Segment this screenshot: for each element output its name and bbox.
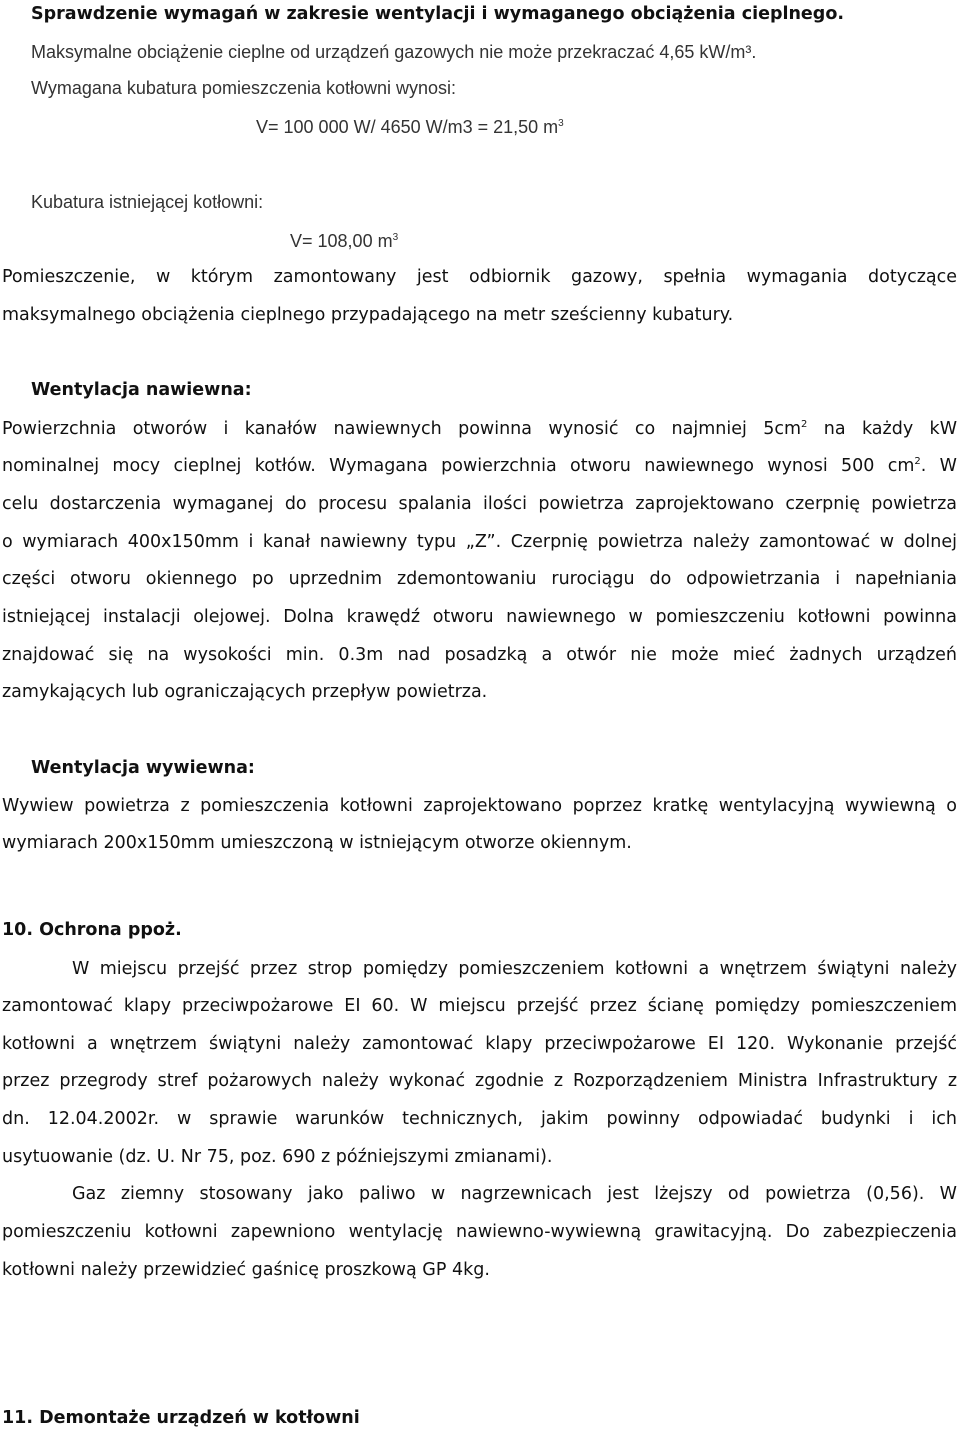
fire-line: usytuowanie (dz. U. Nr 75, poz. 690 z późniejszymi zmianami). (2, 1147, 553, 1167)
existing-volume-label: Kubatura istniejącej kotłowni: (31, 192, 264, 212)
required-volume-label: Wymagana kubatura pomieszczenia kotłowni wynosi: (31, 78, 457, 98)
existing-value-text: V= 108,00 m (290, 231, 393, 251)
exhaust-line: Wywiew powietrza z pomieszczenia kotłowni zaprojektowano poprzez kratkę wentylacyjną wywiewną o (2, 796, 957, 816)
supply-line: o wymiarach 400x150mm i kanał nawiewny typu „Z”. Czerpnię powietrza należy zamontować w dolnej (2, 532, 957, 552)
dismantling-heading: 11. Demontaże urządzeń w kotłowni (2, 1408, 360, 1428)
fire-line: zamontować klapy przeciwpożarowe EI 60. W miejscu przejść przez ścianę pomiędzy pomieszczeniem (2, 996, 957, 1016)
formula-text: V= 100 000 W/ 4650 W/m3 = 21,50 m (256, 117, 559, 137)
existing-volume-value (290, 229, 398, 253)
conclusion-line: Pomieszczenie, w którym zamontowany jest odbiornik gazowy, spełnia wymagania dotyczące (2, 267, 957, 287)
supply-line: istniejącej instalacji olejowej. Dolna krawędź otworu nawiewnego w pomieszczeniu kotłowni powinna (2, 607, 957, 627)
fire-line: dn. 12.04.2002r. w sprawie warunków technicznych, jakim powinny odpowiadać budynki i ich (2, 1109, 957, 1129)
supply-text: na każdy kW (807, 419, 957, 439)
exhaust-line: wymiarach 200x150mm umieszczoną w istniejącym otworze okiennym. (2, 833, 632, 853)
fire-line: kotłowni należy przewidzieć gaśnicę proszkową GP 4kg. (2, 1260, 490, 1280)
fire-heading: 10. Ochrona ppoż. (2, 920, 182, 940)
existing-exponent: 3 (392, 232, 399, 243)
fire-line: Gaz ziemny stosowany jako paliwo w nagrzewnicach jest lżejszy od powietrza (0,56). W (72, 1184, 957, 1204)
volume-formula (256, 115, 564, 139)
supply-text: . W (920, 456, 957, 476)
fire-line: W miejscu przejść przez strop pomiędzy pomieszczeniem kotłowni a wnętrzem świątyni należy (72, 959, 957, 979)
supply-exponent: 2 (801, 419, 808, 431)
supply-text: Powierzchnia otworów i kanałów nawiewnych powinna wynosić co najmniej 5cm (2, 419, 802, 439)
supply-line: części otworu okiennego po uprzednim zdemontowaniu rurociągu do odpowietrzania i napełniania (2, 569, 957, 589)
fire-line: przez przegrody stref pożarowych należy wykonać zgodnie z Rozporządzeniem Ministra Infrastruktury z (2, 1071, 957, 1091)
supply-line: celu dostarczenia wymaganej do procesu spalania ilości powietrza zaprojektowano czerpnię powietrza (2, 494, 957, 514)
max-load-text: Maksymalne obciążenie cieplne od urządzeń gazowych nie może przekraczać 4,65 kW/m³. (31, 42, 757, 62)
formula-exponent: 3 (558, 118, 564, 129)
supply-line (2, 454, 957, 478)
supply-line: zamykających lub ograniczających przepływ powietrza. (2, 682, 488, 702)
supply-line (2, 417, 957, 441)
conclusion-line: maksymalnego obciążenia cieplnego przypadającego na metr sześcienny kubatury. (2, 305, 734, 325)
fire-line: kotłowni a wnętrzem świątyni należy zamontować klapy przeciwpożarowe EI 120. Wykonanie przejść (2, 1034, 957, 1054)
fire-line: pomieszczeniu kotłowni zapewniono wentylację nawiewno-wywiewną grawitacyjną. Do zabezpieczenia (2, 1222, 957, 1242)
exhaust-heading: Wentylacja wywiewna: (31, 758, 255, 778)
supply-line: znajdować się na wysokości min. 0.3m nad posadzką a otwór nie może mieć żadnych urządzeń (2, 645, 957, 665)
supply-heading: Wentylacja nawiewna: (31, 380, 252, 400)
requirements-heading: Sprawdzenie wymagań w zakresie wentylacji i wymaganego obciążenia cieplnego. (31, 4, 844, 24)
supply-exponent: 2 (914, 456, 921, 468)
supply-text: nominalnej mocy cieplnej kotłów. Wymagana powierzchnia otworu nawiewnego wynosi 500 cm (2, 456, 915, 476)
